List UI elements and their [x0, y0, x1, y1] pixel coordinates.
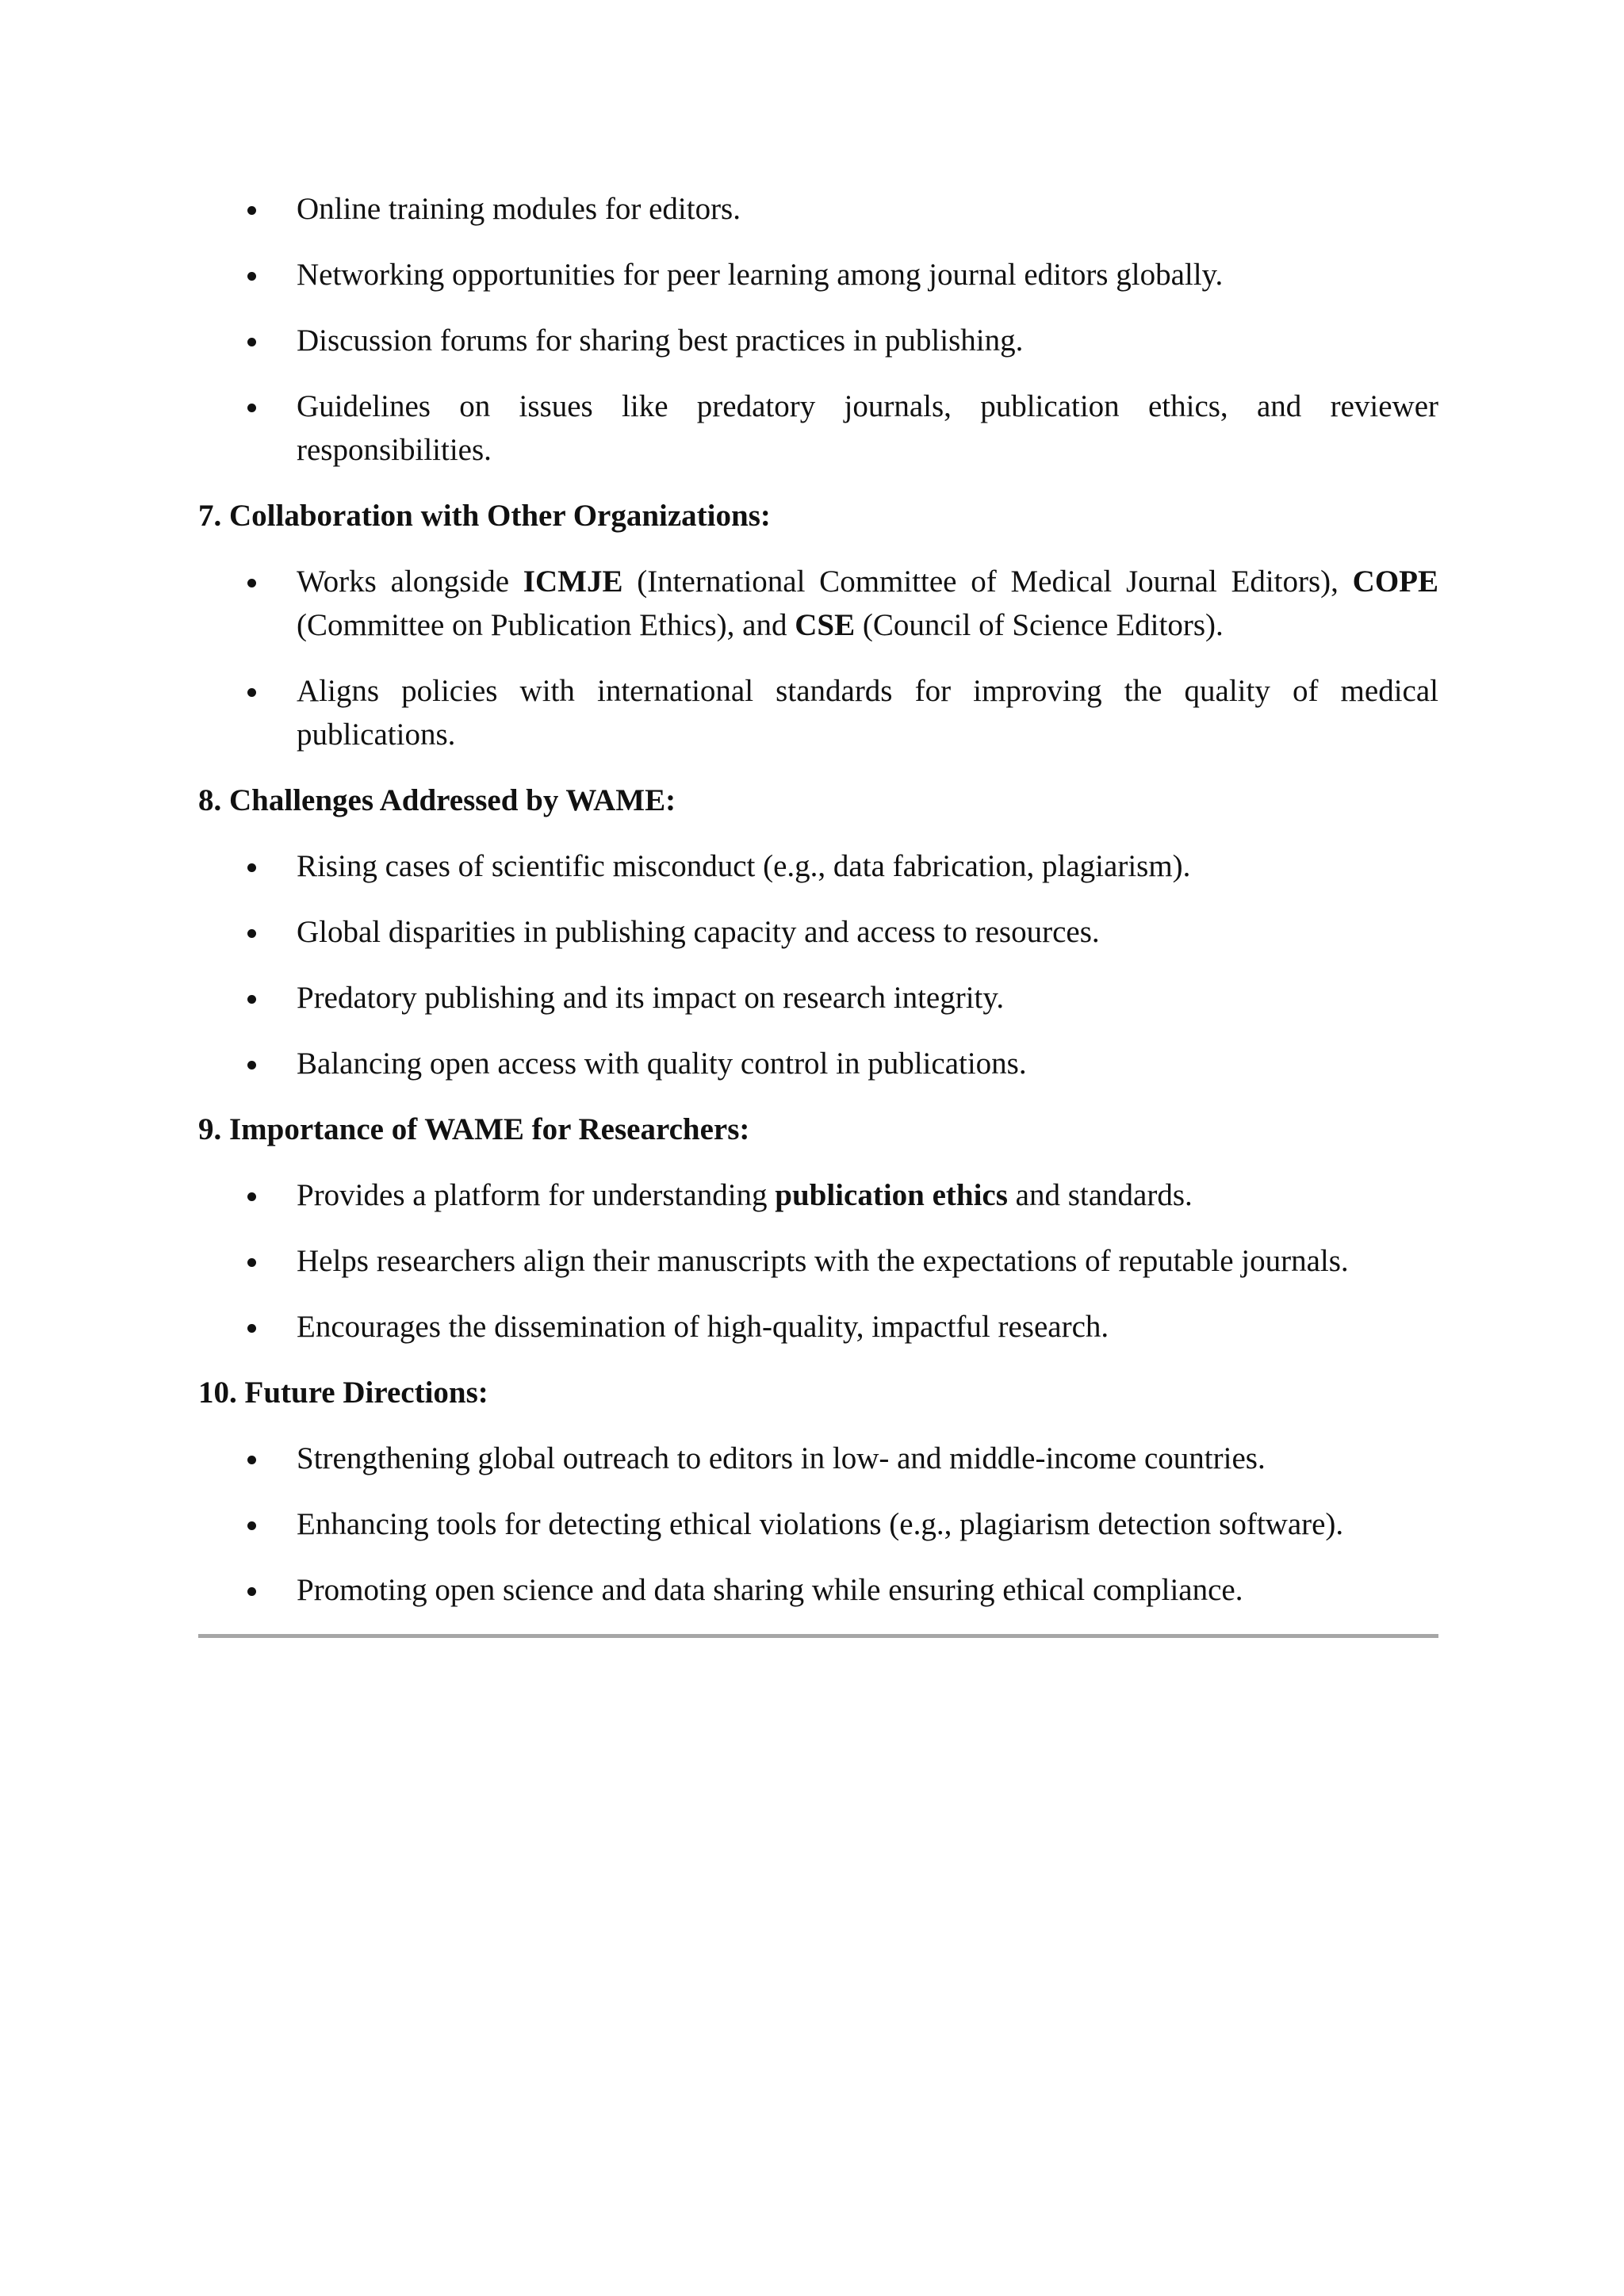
bullet-icon [247, 688, 256, 697]
bullet-icon [247, 1192, 256, 1201]
list-item: Aligns policies with international standards for improving the quality of medical publications. [198, 669, 1438, 756]
bullet-icon [247, 338, 256, 346]
horizontal-divider [198, 1634, 1438, 1638]
bullet-icon [247, 929, 256, 938]
bullet-icon [247, 1521, 256, 1530]
list-item: Guidelines on issues like predatory journals, publication ethics, and reviewer responsibilities. [198, 385, 1438, 472]
section-heading-9: 9. Importance of WAME for Researchers: [198, 1112, 750, 1146]
bullet-icon [247, 863, 256, 872]
bullet-icon [247, 206, 256, 215]
list-item: Online training modules for editors. [198, 187, 1438, 231]
bullet-icon [247, 1456, 256, 1464]
list-item: Balancing open access with quality control in publications. [198, 1042, 1438, 1085]
bullet-icon [247, 995, 256, 1004]
list-item: Encourages the dissemination of high-quality, impactful research. [198, 1305, 1438, 1349]
section-heading-8: 8. Challenges Addressed by WAME: [198, 783, 676, 817]
list-item: Discussion forums for sharing best practices in publishing. [198, 319, 1438, 362]
document-page [198, 187, 1438, 1638]
bullet-icon [247, 1587, 256, 1596]
bullet-icon [247, 1061, 256, 1070]
section-8-list [198, 844, 1438, 1085]
section-heading-10: 10. Future Directions: [198, 1376, 488, 1410]
list-item: Helps researchers align their manuscripts with the expectations of reputable journals. [198, 1239, 1438, 1283]
section-7-list [198, 560, 1438, 756]
bullet-icon [247, 272, 256, 281]
section-10-list [198, 1437, 1438, 1612]
list-item: Enhancing tools for detecting ethical violations (e.g., plagiarism detection software). [198, 1502, 1438, 1546]
bullet-icon [247, 1324, 256, 1333]
bullet-icon [247, 579, 256, 587]
bullet-icon [247, 404, 256, 412]
list-item: Global disparities in publishing capacity and access to resources. [198, 910, 1438, 954]
bullet-icon [247, 1258, 256, 1267]
intro-list [198, 187, 1438, 472]
list-item: Networking opportunities for peer learning among journal editors globally. [198, 253, 1438, 297]
section-heading-7: 7. Collaboration with Other Organizations: [198, 499, 771, 533]
list-item: Provides a platform for understanding publication ethics and standards. [198, 1173, 1438, 1217]
list-item: Promoting open science and data sharing while ensuring ethical compliance. [198, 1568, 1438, 1612]
list-item: Rising cases of scientific misconduct (e.g., data fabrication, plagiarism). [198, 844, 1438, 888]
list-item: Works alongside ICMJE (International Committee of Medical Journal Editors), COPE (Committee on Publication Ethics), and CSE (Council of Science Editors). [198, 560, 1438, 647]
section-9-list [198, 1173, 1438, 1349]
list-item: Predatory publishing and its impact on research integrity. [198, 976, 1438, 1020]
list-item: Strengthening global outreach to editors in low- and middle-income countries. [198, 1437, 1438, 1480]
